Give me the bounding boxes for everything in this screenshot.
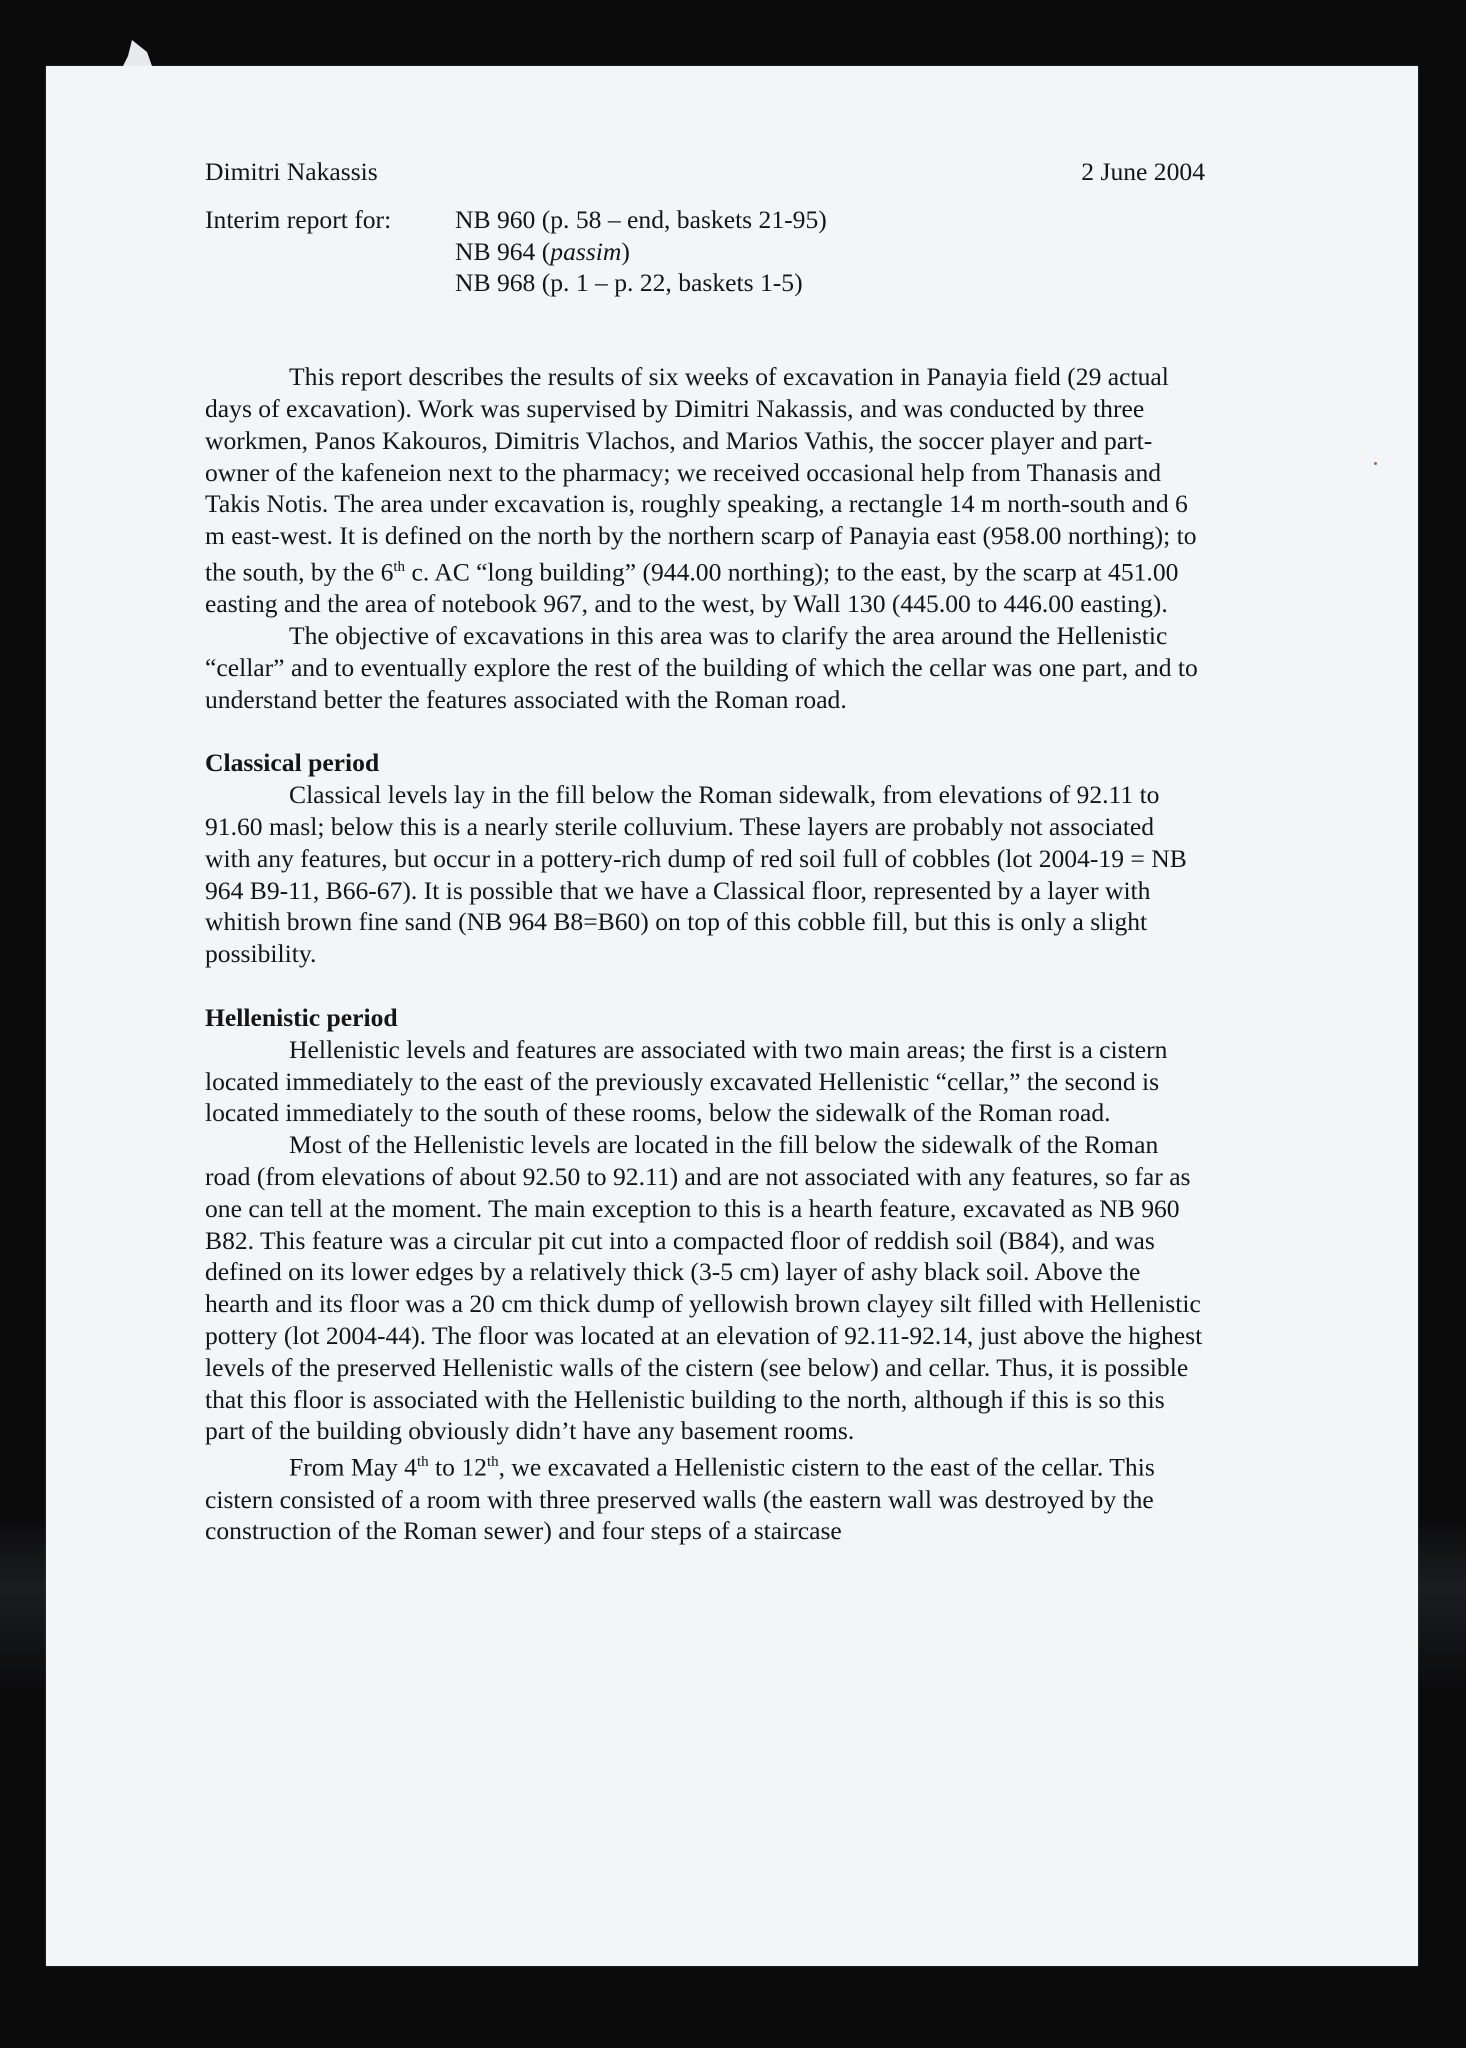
hellenistic-paragraph-3: [205, 1447, 1205, 1547]
paper-speck: [1374, 462, 1377, 465]
hellenistic-p3-sup1: th: [416, 1454, 429, 1471]
intro-paragraph-2: The objective of excavations in this area was to clarify the area around the Hellenistic “cellar” and to eventually explore the rest of the building of which the cellar was one part, and to understand better the features associated with the Roman road.: [205, 621, 1198, 714]
notebook-964-passim: passim: [550, 236, 622, 266]
report-body: [205, 156, 1205, 1547]
notebook-list: [455, 204, 827, 299]
author-name: Dimitri Nakassis: [205, 157, 378, 186]
notebook-968: NB 968 (p. 1 – p. 22, baskets 1-5): [455, 268, 803, 298]
hellenistic-paragraph-2: Most of the Hellenistic levels are located in the fill below the sidewalk of the Roman road (from elevations of about 92.50 to 92.11) and are not associated with any features, so far as one can tell at the moment. The main exception to this is a hearth feature, excavated as NB 960 B82. This feature was a circular pit cut into a compacted floor of reddish soil (B84), and was defined on its lower edges by a relatively thick (3-5 cm) layer of ashy black soil. Above the hearth and its floor was a 20 cm thick dump of yellowish brown clayey silt filled with Hellenistic pottery (lot 2004-44). The floor was located at an elevation of 92.11-92.14, just above the highest levels of the preserved Hellenistic walls of the cistern (see below) and cellar. Thus, it is possible that this floor is associated with the Hellenistic building to the north, although if this is so this part of the building obviously didn’t have any basement rooms.: [205, 1130, 1203, 1446]
hellenistic-p3-sup2: th: [486, 1454, 499, 1471]
report-label: Interim report for:: [205, 204, 392, 234]
letter-header: [205, 156, 1205, 188]
intro-paragraph-1: [205, 361, 1205, 620]
report-references: [205, 204, 1205, 299]
hellenistic-p3-a: From May 4: [289, 1452, 417, 1482]
intro-p1-sup: th: [393, 558, 406, 575]
intro-p1-b: c. AC “long building” (944.00 northing); to the east, by the scarp at 451.00 easting and the area of notebook 967, and to the west, by Wall 130 (445.00 to 446.00 easting).: [205, 557, 1179, 619]
classical-heading: Classical period: [205, 748, 380, 778]
notebook-964-prefix: NB 964 (: [455, 236, 551, 266]
notebook-960: NB 960 (p. 58 – end, baskets 21-95): [455, 204, 827, 234]
classical-paragraph: Classical levels lay in the fill below the Roman sidewalk, from elevations of 92.11 to 91.60 masl; below this is a nearly sterile colluvium. These layers are probably not associated with any features, but occur in a pottery-rich dump of red soil full of cobbles (lot 2004-19 = NB 964 B9-11, B66-67). It is possible that we have a Classical floor, represented by a layer with whitish brown fine sand (NB 964 B8=B60) on top of this cobble fill, but this is only a slight possibility.: [205, 780, 1187, 969]
intro-p1-a: This report describes the results of six weeks of excavation in Panayia field (29 actual days of excavation). Work was supervised by Dimitri Nakassis, and was conducted by three workmen, Panos Kakouros, Dimitris Vlachos, and Marios Vathis, the soccer player and part-owner of the kafeneion next to the pharmacy; we received occasional help from Thanasis and Takis Notis. The area under excavation is, roughly speaking, a rectangle 14 m north-south and 6 m east-west. It is defined on the north by the northern scarp of Panayia east (958.00 northing); to the south, by the 6: [205, 362, 1197, 587]
hellenistic-paragraph-1: Hellenistic levels and features are associated with two main areas; the first is a cistern located immediately to the east of the previously excavated Hellenistic “cellar,” the second is located immediately to the south of these rooms, below the sidewalk of the Roman road.: [205, 1034, 1168, 1128]
hellenistic-p3-b: to 12: [428, 1452, 487, 1482]
report-date: 2 June 2004: [1081, 157, 1205, 186]
notebook-964-suffix: ): [621, 236, 630, 266]
hellenistic-p3-c: , we excavated a Hellenistic cistern to the east of the cellar. This cistern consisted of a room with three preserved walls (the eastern wall was destroyed by the construction of the Roman sewer) and four steps of a staircase: [205, 1452, 1155, 1546]
hellenistic-heading: Hellenistic period: [205, 1003, 398, 1033]
notebook-964: [455, 236, 827, 268]
